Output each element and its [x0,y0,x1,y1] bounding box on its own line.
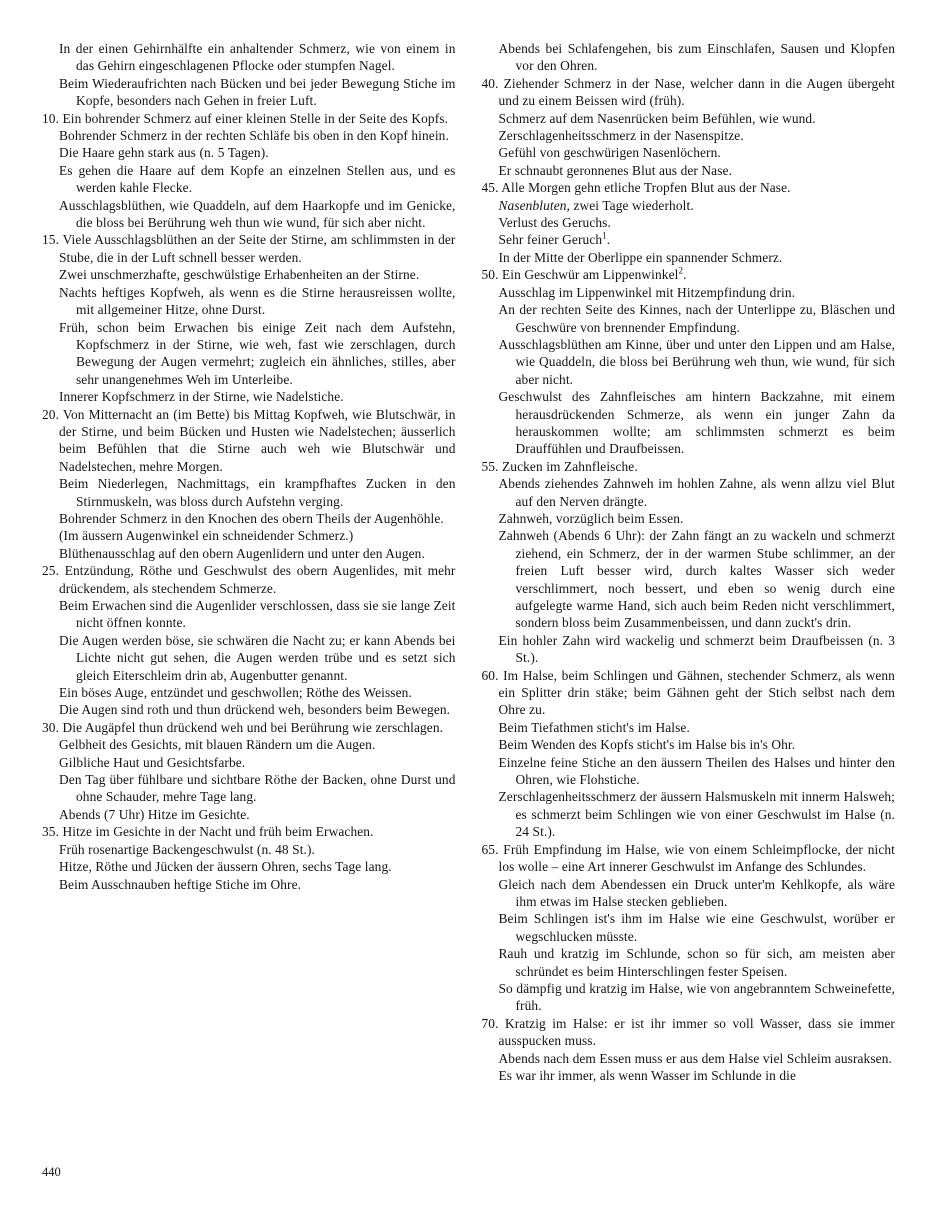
symptom-entry: Abends bei Schlafengehen, bis zum Einschlafen, Sausen und Klopfen vor den Ohren. [498,41,895,74]
symptom-entry: Nasenbluten, zwei Tage wiederholt. [498,197,694,213]
entry-number: 55. [481,458,502,474]
entry-number: 10. [42,110,63,126]
italic-text: Nasenbluten, [498,197,570,213]
symptom-entry: Beim Wiederaufrichten nach Bücken und bei jeder Bewegung Stiche im Kopfe, besonders nach Gehen in freier Luft. [59,75,456,109]
symptom-entry: Gelbheit des Gesichts, mit blauen Rändern um die Augen. [59,737,376,753]
symptom-entry: Abends (7 Uhr) Hitze im Gesichte. [59,806,250,822]
symptom-entry: Ein böses Auge, entzündet und geschwollen; Röthe des Weissen. [59,685,412,701]
column-right [482,40,896,1084]
symptom-entry: Ausschlag im Lippenwinkel mit Hitzempfindung drin. [498,284,796,300]
symptom-entry: 70. Kratzig im Halse: er ist ihr immer so voll Wasser, dass sie immer ausspucken muss. [481,1015,895,1049]
symptom-entry: 60. Im Halse, beim Schlingen und Gähnen, stechender Schmerz, als wenn ein Splitter drin stäke; beim Gähnen geht der Stich selbst nach dem Ohre zu. [481,667,895,718]
symptom-entry: Gilbliche Haut und Gesichtsfarbe. [59,754,246,770]
symptom-entry: Zahnweh (Abends 6 Uhr): der Zahn fängt an zu wackeln und schmerzt ziehend, ein Schmerz, der in der warmen Stube schlimmer, an der freien Luft besser wird, durch kaltes Wasser sich weder verschlimmert, noch bessert, und eben so wenig durch eine aufgelegte warme Hand, sich auch beim Reden nicht verschlimmert, sondern bloss beim Zusammenbeissen, und dann zuckt's drin. [498,528,895,631]
symptom-entry: Zwei unschmerzhafte, geschwülstige Erhabenheiten an der Stirne. [59,267,420,283]
symptom-entry: Er schnaubt geronnenes Blut aus der Nase. [498,162,733,178]
symptom-entry: Beim Niederlegen, Nachmittags, ein krampfhaftes Zucken in den Stirnmuskeln, was bloss durch Aufstehn verging. [59,476,456,509]
symptom-entry: Innerer Kopfschmerz in der Stirne, wie Nadelstiche. [59,389,344,405]
symptom-entry: Beim Tiefathmen sticht's im Halse. [498,719,690,735]
symptom-entry: 40. Ziehender Schmerz in der Nase, welcher dann in die Augen übergeht und zu einem Beissen wird (früh). [481,75,895,109]
symptom-entry: Bohrender Schmerz in den Knochen des obern Theils der Augenhöhle. [59,510,444,526]
symptom-entry: Blüthenausschlag auf den obern Augenlidern und unter den Augen. [59,545,425,561]
symptom-entry: Die Augen werden böse, sie schwären die Nacht zu; er kann Abends bei Lichte nicht gut sehen, die Augen werden trübe und es setzt sich gleich Eiterschleim drin ab, Augenbutter genannt. [59,632,456,683]
two-column-text-block [42,40,895,1084]
symptom-entry: Früh rosenartige Backengeschwulst (n. 48 St.). [59,841,315,857]
symptom-entry: Abends ziehendes Zahnweh im hohlen Zahne, als wenn allzu viel Blut auf den Nerven drängte. [498,476,895,509]
symptom-entry: Beim Erwachen sind die Augenlider verschlossen, dass sie sie lange Zeit nicht öffnen konnte. [59,598,456,631]
symptom-entry: Beim Ausschnauben heftige Stiche im Ohre. [59,876,302,892]
symptom-entry: Den Tag über fühlbare und sichtbare Röthe der Backen, ohne Durst und ohne Schauder, mehre Tage lang. [59,772,456,805]
symptom-entry: Abends nach dem Essen muss er aus dem Halse viel Schleim ausraksen. [498,1050,892,1066]
symptom-entry: 65. Früh Empfindung im Halse, wie von einem Schleimpflocke, der nicht los wolle – eine Art innerer Geschwulst im Anfange des Schlundes. [481,841,895,875]
symptom-entry: Gleich nach dem Abendessen ein Druck unter'm Kehlkopfe, als wäre ihm etwas im Halse stecken geblieben. [498,876,895,909]
symptom-entry: (Im äussern Augenwinkel ein schneidender Schmerz.) [59,528,354,544]
symptom-entry: Rauh und kratzig im Schlunde, schon so für sich, am meisten aber schründet es beim Hinterschlingen fester Speisen. [498,946,895,979]
page-number: 440 [42,1165,61,1179]
entry-number: 45. [481,180,502,196]
symptom-entry: In der einen Gehirnhälfte ein anhaltender Schmerz, wie von einem in das Gehirn eingeschlagenen Pflocke oder stumpfen Nagel. [59,41,456,74]
symptom-entry: Es war ihr immer, als wenn Wasser im Schlunde in die [498,1067,796,1083]
column-left [42,40,456,1084]
symptom-entry: 35. Hitze im Gesichte in der Nacht und früh beim Erwachen. [42,824,374,840]
symptom-entry: Zerschlagenheitsschmerz in der Nasenspitze. [498,128,744,144]
symptom-entry: Zerschlagenheitsschmerz der äussern Halsmuskeln mit innerm Halsweh; es schmerzt beim Schlingen wie von einer Geschwulst im Halse (n. 24 St.). [498,789,895,840]
symptom-entry: Ausschlagsblüthen am Kinne, über und unter den Lippen und am Halse, wie Quaddeln, die bloss bei Berührung weh thun, wie wund, für sich aber nicht. [498,336,895,387]
symptom-entry: So dämpfig und kratzig im Halse, wie von angebranntem Schweinefette, früh. [498,980,895,1014]
symptom-entry: 15. Viele Ausschlagsblüthen an der Seite der Stirne, am schlimmsten in der Stube, die in der Luft schnell besser werden. [42,232,456,265]
entry-number: 70. [481,1015,505,1031]
entry-number: 40. [481,75,504,91]
entry-number: 65. [481,841,504,857]
symptom-entry: Beim Wenden des Kopfs sticht's im Halse bis in's Ohr. [498,737,796,753]
entry-number: 20. [42,406,63,422]
symptom-entry: Ein hohler Zahn wird wackelig und schmerzt beim Draufbeissen (n. 3 St.). [498,632,895,666]
symptom-entry: 10. Ein bohrender Schmerz auf einer kleinen Stelle in der Seite des Kopfs. [42,110,449,126]
symptom-entry: Verlust des Geruchs. [498,215,611,231]
symptom-entry: 25. Entzündung, Röthe und Geschwulst des obern Augenlides, mit mehr drückendem, als stechendem Schmerze. [42,563,456,596]
symptom-entry: Nachts heftiges Kopfweh, als wenn es die Stirne herausreissen wollte, mit allgemeiner Hitze, ohne Durst. [59,284,456,318]
symptom-entry: Es gehen die Haare auf dem Kopfe an einzelnen Stellen aus, und es werden kahle Flecke. [59,162,456,196]
symptom-entry: In der Mitte der Oberlippe ein spannender Schmerz. [498,249,783,265]
symptom-entry: 30. Die Augäpfel thun drückend weh und bei Berührung wie zerschlagen. [42,719,444,735]
symptom-entry: Die Augen sind roth und thun drückend weh, besonders beim Bewegen. [59,702,451,718]
symptom-entry: 50. Ein Geschwür am Lippenwinkel$^2$. [481,265,687,283]
symptom-entry: Geschwulst des Zahnfleisches am hintern Backzahne, mit einem herausdrückenden Schmerze, als wenn ein junger Zahn da herauskommen wollte; am schlimmsten schmerzt es beim Drauffühlen und Draufbeissen. [498,389,895,457]
symptom-entry: Gefühl von geschwürigen Nasenlöchern. [498,145,721,161]
symptom-entry: Sehr feiner Geruch$^1$. [498,231,611,248]
symptom-entry: 20. Von Mitternacht an (im Bette) bis Mittag Kopfweh, wie Blutschwär, in der Stirne, und beim Bücken und Husten wie Nadelstechen; äusserlich beim Befühlen that die Stirne auch weh wie Blutschwär und Nadelstechen, mehre Morgen. [42,406,456,474]
entry-number: 35. [42,824,63,840]
symptom-entry: Ausschlagsblüthen, wie Quaddeln, auf dem Haarkopfe und im Genicke, die bloss bei Berührung weh thun wie wund, für sich aber nicht. [59,197,456,231]
entry-number: 25. [42,563,65,579]
symptom-entry: An der rechten Seite des Kinnes, nach der Unterlippe zu, Bläschen und Geschwüre von brennender Empfindung. [498,302,895,335]
symptom-entry: Bohrender Schmerz in der rechten Schläfe bis oben in den Kopf hinein. [59,128,449,144]
footnote-reference: 1 [602,231,607,241]
symptom-entry: Zahnweh, vorzüglich beim Essen. [498,510,684,526]
entry-number: 30. [42,719,63,735]
symptom-entry: Schmerz auf dem Nasenrücken beim Befühlen, wie wund. [498,110,816,126]
symptom-entry: Hitze, Röthe und Jücken der äussern Ohren, sechs Tage lang. [59,859,392,875]
symptom-entry: 55. Zucken im Zahnfleische. [481,458,638,474]
symptom-entry: Einzelne feine Stiche an den äussern Theilen des Halses und hinter den Ohren, wie Flohstiche. [498,754,895,788]
entry-number: 15. [42,232,63,248]
symptom-entry: 45. Alle Morgen gehn etliche Tropfen Blut aus der Nase. [481,180,791,196]
symptom-entry: Früh, schon beim Erwachen bis einige Zeit nach dem Aufstehn, Kopfschmerz in der Stirne, wie weh, fast wie zerschlagen, durch Bewegung der Augen vermehrt; zugleich ein ähnliches, stilles, aber sehr unangenehmes Weh im Unterleibe. [59,319,456,387]
footnote-reference: 2 [678,265,684,276]
symptom-entry: Die Haare gehn stark aus (n. 5 Tagen). [59,145,269,161]
entry-number: 60. [481,667,504,683]
entry-number: 50. [481,267,502,283]
symptom-entry: Beim Schlingen ist's ihm im Halse wie eine Geschwulst, worüber er wegschlucken müsste. [498,911,895,944]
